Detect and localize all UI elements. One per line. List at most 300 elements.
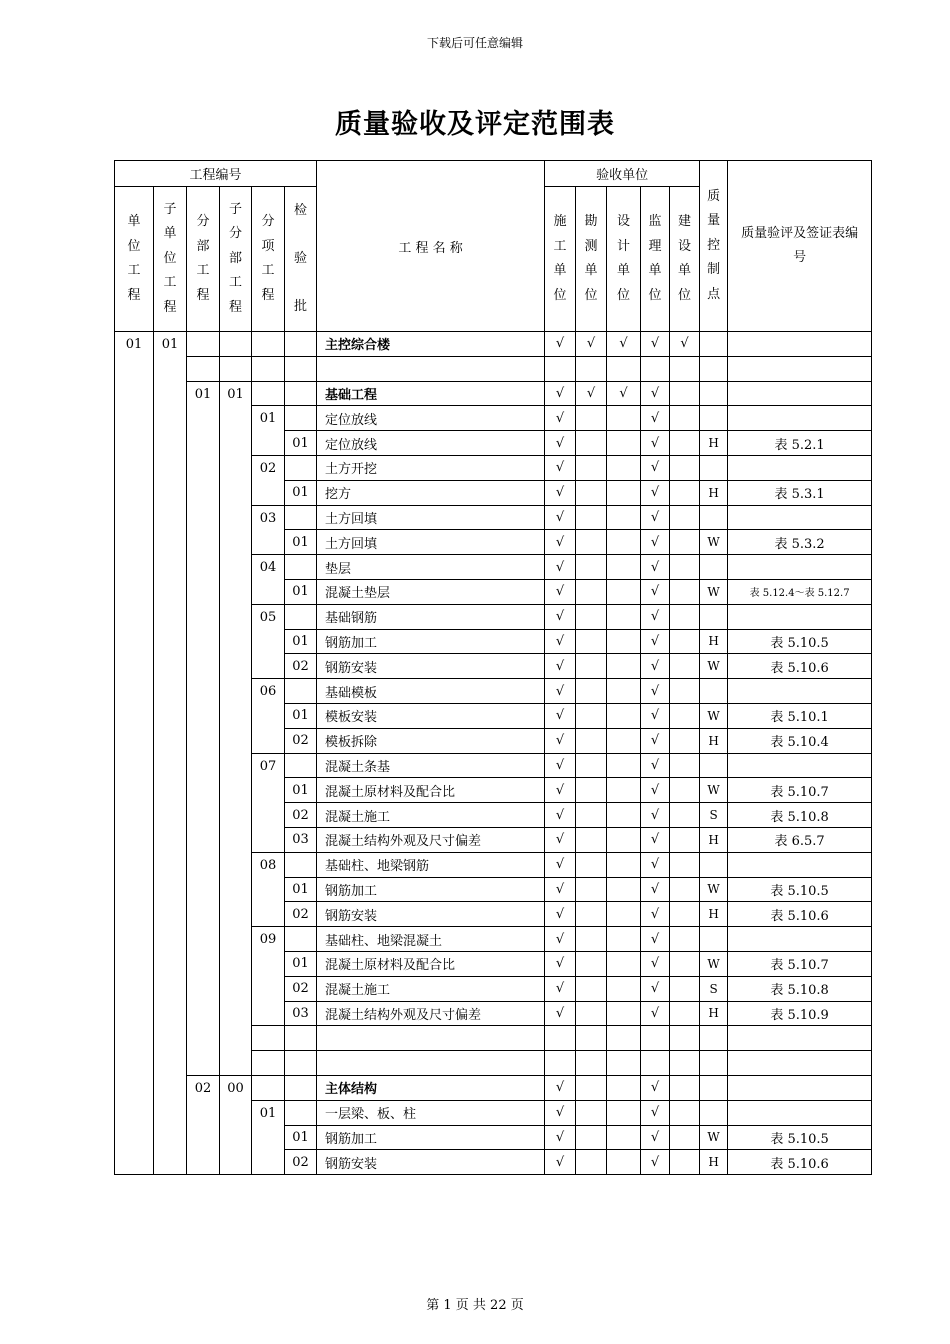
cell-check: √ (641, 1100, 670, 1125)
col-item-header: 分项工程 (252, 187, 285, 332)
cell-qcp: H (700, 1150, 728, 1175)
cell-check: √ (545, 1100, 576, 1125)
cell-item (252, 356, 285, 381)
cell-check: √ (545, 753, 576, 778)
cell-check (670, 579, 700, 604)
cell-check (641, 356, 670, 381)
cell-batch (285, 1075, 317, 1100)
cell-qcp: S (700, 803, 728, 828)
cell-check: √ (641, 530, 670, 555)
cell-qcp: W (700, 703, 728, 728)
cell-batch (285, 332, 317, 357)
cell-name: 定位放线 (317, 406, 545, 431)
cell-qcp: S (700, 976, 728, 1001)
cell-batch (285, 927, 317, 952)
cell-unit (115, 381, 154, 1175)
cell-check: √ (545, 505, 576, 530)
cell-check (641, 1026, 670, 1051)
cell-form (728, 1100, 872, 1125)
cell-check (670, 1125, 700, 1150)
cell-check (670, 654, 700, 679)
cell-check (670, 455, 700, 480)
cell-qcp (700, 332, 728, 357)
cell-div (187, 332, 220, 357)
cell-batch: 02 (285, 728, 317, 753)
cell-name: 基础模板 (317, 679, 545, 704)
cell-check (670, 406, 700, 431)
cell-check (670, 1051, 700, 1076)
cell-batch: 01 (285, 703, 317, 728)
cell-form: 表 5.10.8 (728, 803, 872, 828)
cell-check: √ (641, 753, 670, 778)
cell-check: √ (545, 1001, 576, 1026)
cell-qcp: W (700, 579, 728, 604)
cell-check (576, 728, 607, 753)
cell-qcp: W (700, 1125, 728, 1150)
cell-check: √ (641, 1125, 670, 1150)
cell-check (670, 803, 700, 828)
cell-check (576, 480, 607, 505)
cell-item: 07 (252, 753, 285, 852)
cell-form (728, 381, 872, 406)
cell-div: 01 (187, 381, 220, 1075)
cell-name: 模板安装 (317, 703, 545, 728)
cell-check (670, 753, 700, 778)
cell-item: 08 (252, 852, 285, 926)
cell-check: √ (545, 877, 576, 902)
cell-check (607, 1100, 641, 1125)
cell-batch: 02 (285, 803, 317, 828)
cell-name (317, 356, 545, 381)
col-design-header: 设计单位 (607, 187, 641, 332)
cell-item: 06 (252, 679, 285, 753)
cell-check (607, 406, 641, 431)
cell-check: √ (641, 927, 670, 952)
cell-check (607, 778, 641, 803)
cell-batch (285, 555, 317, 580)
cell-check: √ (641, 902, 670, 927)
cell-subunit: 01 (154, 332, 187, 357)
cell-qcp (700, 356, 728, 381)
cell-check (576, 431, 607, 456)
cell-qcp: W (700, 530, 728, 555)
cell-check (607, 1075, 641, 1100)
cell-qcp: H (700, 728, 728, 753)
cell-item (252, 1075, 285, 1100)
cell-check (670, 381, 700, 406)
cell-form: 表 5.10.5 (728, 1125, 872, 1150)
cell-check: √ (641, 778, 670, 803)
cell-qcp (700, 852, 728, 877)
cell-check (607, 827, 641, 852)
col-subdiv-header: 子分部工程 (220, 187, 252, 332)
col-name-header: 工 程 名 称 (317, 161, 545, 332)
cell-check (670, 951, 700, 976)
cell-name: 一层梁、板、柱 (317, 1100, 545, 1125)
cell-check (607, 356, 641, 381)
cell-check: √ (545, 1125, 576, 1150)
cell-form (728, 927, 872, 952)
cell-check (607, 902, 641, 927)
cell-batch: 01 (285, 778, 317, 803)
cell-check (607, 555, 641, 580)
cell-batch (285, 406, 317, 431)
cell-qcp: W (700, 951, 728, 976)
cell-check: √ (641, 579, 670, 604)
cell-batch: 02 (285, 902, 317, 927)
cell-check: √ (641, 703, 670, 728)
cell-form (728, 852, 872, 877)
cell-check: √ (545, 455, 576, 480)
cell-subunit (154, 381, 187, 1175)
cell-batch (285, 604, 317, 629)
cell-check (576, 976, 607, 1001)
cell-check (576, 803, 607, 828)
cell-item (252, 1051, 285, 1076)
cell-check (576, 753, 607, 778)
cell-name: 钢筋安装 (317, 902, 545, 927)
cell-check (607, 877, 641, 902)
cell-name: 混凝土垫层 (317, 579, 545, 604)
cell-check (607, 951, 641, 976)
cell-check: √ (545, 778, 576, 803)
cell-check: √ (545, 530, 576, 555)
cell-check (607, 803, 641, 828)
cell-check: √ (641, 455, 670, 480)
cell-item: 01 (252, 406, 285, 456)
cell-name: 基础柱、地梁混凝土 (317, 927, 545, 952)
cell-name: 混凝土结构外观及尺寸偏差 (317, 1001, 545, 1026)
cell-check (670, 555, 700, 580)
page-footer: 第 1 页 共 22 页 (426, 1298, 524, 1313)
cell-form: 表 5.10.5 (728, 629, 872, 654)
cell-check: √ (641, 505, 670, 530)
cell-batch: 02 (285, 1150, 317, 1175)
cell-form: 表 5.10.8 (728, 976, 872, 1001)
cell-check (607, 927, 641, 952)
cell-subdiv (220, 356, 252, 381)
cell-batch: 01 (285, 629, 317, 654)
cell-check: √ (545, 827, 576, 852)
cell-check: √ (545, 431, 576, 456)
cell-qcp (700, 753, 728, 778)
cell-check (607, 505, 641, 530)
cell-check: √ (670, 332, 700, 357)
cell-form: 表 5.10.7 (728, 951, 872, 976)
cell-form (728, 356, 872, 381)
cell-check (670, 827, 700, 852)
cell-check (670, 778, 700, 803)
cell-div (187, 356, 220, 381)
cell-check: √ (641, 381, 670, 406)
cell-name: 基础钢筋 (317, 604, 545, 629)
cell-check (607, 480, 641, 505)
cell-check: √ (641, 1001, 670, 1026)
cell-check: √ (545, 579, 576, 604)
cell-qcp (700, 1051, 728, 1076)
cell-check (607, 654, 641, 679)
cell-check: √ (641, 679, 670, 704)
cell-check (576, 629, 607, 654)
table-body (115, 332, 872, 1175)
cell-check (607, 579, 641, 604)
cell-batch (285, 455, 317, 480)
cell-check (545, 356, 576, 381)
cell-qcp (700, 1026, 728, 1051)
cell-form: 表 5.10.5 (728, 877, 872, 902)
cell-check (670, 703, 700, 728)
cell-check (576, 579, 607, 604)
cell-check: √ (545, 480, 576, 505)
cell-check (670, 976, 700, 1001)
cell-name: 基础工程 (317, 381, 545, 406)
cell-name: 基础柱、地梁钢筋 (317, 852, 545, 877)
cell-check (545, 1026, 576, 1051)
cell-check: √ (641, 629, 670, 654)
cell-div: 02 (187, 1075, 220, 1174)
cell-check: √ (545, 976, 576, 1001)
cell-check (607, 1051, 641, 1076)
cell-check: √ (576, 332, 607, 357)
table-row (115, 332, 872, 357)
cell-check (576, 1026, 607, 1051)
cell-item (252, 332, 285, 357)
cell-name: 主体结构 (317, 1075, 545, 1100)
cell-check (576, 877, 607, 902)
cell-check (607, 604, 641, 629)
cell-name: 钢筋安装 (317, 654, 545, 679)
col-subunit-header: 子单位工程 (154, 187, 187, 332)
cell-batch: 01 (285, 1125, 317, 1150)
cell-check: √ (545, 679, 576, 704)
cell-form: 表 5.10.1 (728, 703, 872, 728)
cell-qcp (700, 406, 728, 431)
table-row (115, 356, 872, 381)
cell-check: √ (607, 381, 641, 406)
cell-name: 混凝土原材料及配合比 (317, 951, 545, 976)
cell-unit (115, 356, 154, 381)
cell-form (728, 1075, 872, 1100)
cell-qcp: H (700, 431, 728, 456)
cell-batch (285, 753, 317, 778)
cell-check (670, 852, 700, 877)
cell-check (576, 827, 607, 852)
cell-check (607, 976, 641, 1001)
cell-qcp: H (700, 827, 728, 852)
cell-check: √ (545, 1075, 576, 1100)
cell-check (670, 480, 700, 505)
cell-check (670, 604, 700, 629)
page-title: 质量验收及评定范围表 (335, 109, 615, 140)
cell-check (576, 927, 607, 952)
cell-check (607, 1125, 641, 1150)
col-batch-header: 检验批 (285, 187, 317, 332)
cell-check (607, 1150, 641, 1175)
cell-form (728, 679, 872, 704)
cell-item: 05 (252, 604, 285, 678)
cell-batch: 02 (285, 654, 317, 679)
cell-item (252, 381, 285, 406)
cell-qcp: W (700, 654, 728, 679)
cell-form (728, 406, 872, 431)
cell-name: 混凝土结构外观及尺寸偏差 (317, 827, 545, 852)
cell-name: 土方回填 (317, 530, 545, 555)
cell-check (607, 703, 641, 728)
cell-name: 挖方 (317, 480, 545, 505)
cell-check: √ (641, 1150, 670, 1175)
cell-check (576, 1001, 607, 1026)
cell-form: 表 5.3.2 (728, 530, 872, 555)
cell-subdiv (220, 332, 252, 357)
cell-form (728, 1026, 872, 1051)
cell-name (317, 1026, 545, 1051)
cell-qcp (700, 455, 728, 480)
cell-check (607, 455, 641, 480)
cell-name: 混凝土施工 (317, 976, 545, 1001)
col-unit-header: 单位工程 (115, 187, 154, 332)
cell-name: 混凝土原材料及配合比 (317, 778, 545, 803)
cell-check (576, 1100, 607, 1125)
cell-qcp (700, 927, 728, 952)
cell-check (670, 1001, 700, 1026)
cell-qcp: W (700, 778, 728, 803)
cell-form: 表 6.5.7 (728, 827, 872, 852)
cell-check: √ (641, 951, 670, 976)
cell-qcp: W (700, 877, 728, 902)
cell-batch: 03 (285, 827, 317, 852)
cell-check (607, 679, 641, 704)
cell-check: √ (545, 629, 576, 654)
cell-check (670, 629, 700, 654)
table-row (115, 1075, 872, 1100)
cell-check (607, 629, 641, 654)
cell-check: √ (545, 902, 576, 927)
cell-batch (285, 1026, 317, 1051)
cell-name: 混凝土条基 (317, 753, 545, 778)
cell-check (576, 778, 607, 803)
col-form-header: 质量验评及签证表编号 (728, 161, 872, 332)
cell-subdiv: 01 (220, 381, 252, 1075)
cell-check (545, 1051, 576, 1076)
cell-name: 土方回填 (317, 505, 545, 530)
cell-check (576, 406, 607, 431)
cell-check (576, 1051, 607, 1076)
cell-qcp: H (700, 1001, 728, 1026)
cell-check (607, 728, 641, 753)
cell-check (607, 1001, 641, 1026)
cell-check: √ (545, 803, 576, 828)
cell-check (576, 703, 607, 728)
cell-batch: 03 (285, 1001, 317, 1026)
cell-form (728, 555, 872, 580)
cell-check: √ (641, 332, 670, 357)
cell-form (728, 455, 872, 480)
cell-check: √ (641, 728, 670, 753)
cell-batch (285, 381, 317, 406)
cell-check (576, 852, 607, 877)
cell-form: 表 5.10.9 (728, 1001, 872, 1026)
cell-check (576, 654, 607, 679)
cell-check (576, 1125, 607, 1150)
cell-check: √ (545, 406, 576, 431)
header-note: 下载后可任意编辑 (426, 36, 523, 50)
cell-qcp (700, 555, 728, 580)
cell-batch (285, 505, 317, 530)
cell-name: 钢筋加工 (317, 1125, 545, 1150)
cell-batch (285, 1051, 317, 1076)
cell-name: 模板拆除 (317, 728, 545, 753)
cell-form: 表 5.2.1 (728, 431, 872, 456)
cell-name: 钢筋加工 (317, 877, 545, 902)
cell-name: 钢筋加工 (317, 629, 545, 654)
cell-qcp: H (700, 902, 728, 927)
cell-qcp (700, 381, 728, 406)
cell-check: √ (641, 480, 670, 505)
cell-check (607, 1026, 641, 1051)
cell-batch (285, 1100, 317, 1125)
cell-batch (285, 679, 317, 704)
cell-check: √ (641, 604, 670, 629)
cell-item: 02 (252, 455, 285, 505)
cell-qcp: H (700, 629, 728, 654)
cell-check (641, 1051, 670, 1076)
col-construct-header: 施工单位 (545, 187, 576, 332)
col-supervise-header: 监理单位 (641, 187, 670, 332)
cell-qcp (700, 505, 728, 530)
cell-form (728, 332, 872, 357)
cell-check (670, 1026, 700, 1051)
cell-batch: 01 (285, 530, 317, 555)
cell-unit: 01 (115, 332, 154, 357)
cell-form (728, 1051, 872, 1076)
cell-check (607, 530, 641, 555)
cell-check (576, 902, 607, 927)
cell-subdiv: 00 (220, 1075, 252, 1174)
cell-form (728, 505, 872, 530)
cell-check: √ (545, 703, 576, 728)
cell-name: 定位放线 (317, 431, 545, 456)
cell-check (670, 1075, 700, 1100)
cell-qcp (700, 1100, 728, 1125)
cell-check (576, 455, 607, 480)
group-code-header: 工程编号 (115, 161, 317, 187)
cell-check (670, 505, 700, 530)
cell-form: 表 5.10.6 (728, 1150, 872, 1175)
cell-check: √ (545, 852, 576, 877)
cell-check: √ (545, 381, 576, 406)
cell-name: 主控综合楼 (317, 332, 545, 357)
cell-qcp: H (700, 480, 728, 505)
cell-batch: 01 (285, 480, 317, 505)
cell-check (576, 530, 607, 555)
cell-item: 03 (252, 505, 285, 555)
cell-check (576, 951, 607, 976)
cell-check (576, 1150, 607, 1175)
cell-check (670, 927, 700, 952)
cell-check (576, 1075, 607, 1100)
cell-check: √ (607, 332, 641, 357)
cell-check: √ (641, 827, 670, 852)
cell-check: √ (641, 976, 670, 1001)
col-div-header: 分部工程 (187, 187, 220, 332)
cell-check (670, 530, 700, 555)
table-row (115, 381, 872, 406)
cell-item (252, 1026, 285, 1051)
cell-check: √ (641, 555, 670, 580)
cell-item: 04 (252, 555, 285, 605)
cell-name: 混凝土施工 (317, 803, 545, 828)
cell-check: √ (641, 877, 670, 902)
